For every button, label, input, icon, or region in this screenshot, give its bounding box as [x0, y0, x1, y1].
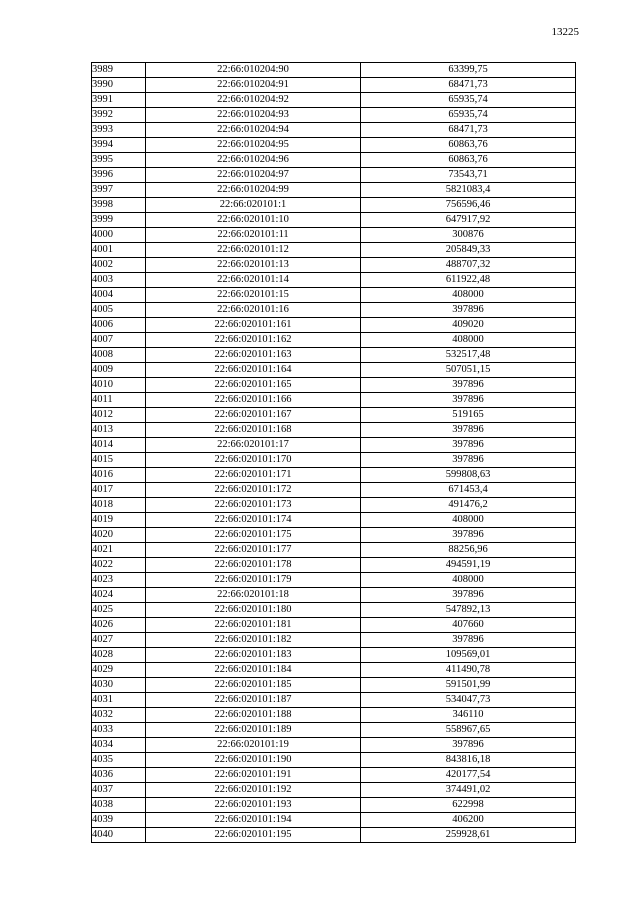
cadastral-number-cell: 22:66:020101:195: [146, 828, 361, 843]
cadastral-value-cell: 647917,92: [361, 213, 576, 228]
cadastral-number-cell: 22:66:020101:168: [146, 423, 361, 438]
table-row: [92, 558, 576, 573]
cadastral-value-cell: 547892,13: [361, 603, 576, 618]
table-row: [92, 603, 576, 618]
row-number-cell: 4029: [92, 663, 146, 678]
table-row: [92, 738, 576, 753]
row-number-cell: 3989: [92, 63, 146, 78]
table-row: [92, 243, 576, 258]
row-number-cell: 4015: [92, 453, 146, 468]
cadastral-value-cell: 397896: [361, 738, 576, 753]
table-row: [92, 93, 576, 108]
table-row: [92, 528, 576, 543]
cadastral-number-cell: 22:66:020101:192: [146, 783, 361, 798]
row-number-cell: 4018: [92, 498, 146, 513]
cadastral-value-cell: 591501,99: [361, 678, 576, 693]
cadastral-value-cell: 5821083,4: [361, 183, 576, 198]
cadastral-value-cell: 60863,76: [361, 138, 576, 153]
table-row: [92, 108, 576, 123]
row-number-cell: 3994: [92, 138, 146, 153]
cadastral-value-cell: 205849,33: [361, 243, 576, 258]
row-number-cell: 4030: [92, 678, 146, 693]
cadastral-value-cell: 73543,71: [361, 168, 576, 183]
row-number-cell: 4024: [92, 588, 146, 603]
cadastral-number-cell: 22:66:020101:163: [146, 348, 361, 363]
cadastral-value-cell: 63399,75: [361, 63, 576, 78]
cadastral-number-cell: 22:66:020101:174: [146, 513, 361, 528]
cadastral-number-cell: 22:66:020101:162: [146, 333, 361, 348]
cadastral-value-cell: 397896: [361, 423, 576, 438]
row-number-cell: 4023: [92, 573, 146, 588]
cadastral-number-cell: 22:66:020101:19: [146, 738, 361, 753]
table-row: [92, 153, 576, 168]
row-number-cell: 4020: [92, 528, 146, 543]
row-number-cell: 3999: [92, 213, 146, 228]
row-number-cell: 3995: [92, 153, 146, 168]
cadastral-value-cell: 397896: [361, 393, 576, 408]
cadastral-number-cell: 22:66:020101:1: [146, 198, 361, 213]
row-number-cell: 4005: [92, 303, 146, 318]
row-number-cell: 4032: [92, 708, 146, 723]
cadastral-number-cell: 22:66:020101:15: [146, 288, 361, 303]
cadastral-value-cell: 507051,15: [361, 363, 576, 378]
row-number-cell: 4008: [92, 348, 146, 363]
cadastral-number-cell: 22:66:020101:17: [146, 438, 361, 453]
row-number-cell: 4033: [92, 723, 146, 738]
cadastral-number-cell: 22:66:020101:12: [146, 243, 361, 258]
cadastral-number-cell: 22:66:020101:185: [146, 678, 361, 693]
row-number-cell: 4038: [92, 798, 146, 813]
table-row: [92, 498, 576, 513]
cadastral-number-cell: 22:66:020101:161: [146, 318, 361, 333]
cadastral-number-cell: 22:66:020101:181: [146, 618, 361, 633]
row-number-cell: 3993: [92, 123, 146, 138]
cadastral-number-cell: 22:66:020101:18: [146, 588, 361, 603]
cadastral-value-cell: 599808,63: [361, 468, 576, 483]
cadastral-number-cell: 22:66:010204:99: [146, 183, 361, 198]
table-row: [92, 708, 576, 723]
cadastral-number-cell: 22:66:020101:10: [146, 213, 361, 228]
cadastral-value-cell: 622998: [361, 798, 576, 813]
cadastral-number-cell: 22:66:020101:190: [146, 753, 361, 768]
cadastral-value-cell: 68471,73: [361, 78, 576, 93]
table-row: [92, 423, 576, 438]
cadastral-value-cell: 558967,65: [361, 723, 576, 738]
cadastral-value-cell: 519165: [361, 408, 576, 423]
cadastral-value-cell: 756596,46: [361, 198, 576, 213]
table-row: [92, 723, 576, 738]
row-number-cell: 4016: [92, 468, 146, 483]
row-number-cell: 4025: [92, 603, 146, 618]
table-row: [92, 468, 576, 483]
table-row: [92, 543, 576, 558]
row-number-cell: 4001: [92, 243, 146, 258]
cadastral-number-cell: 22:66:020101:189: [146, 723, 361, 738]
cadastral-value-cell: 494591,19: [361, 558, 576, 573]
row-number-cell: 4004: [92, 288, 146, 303]
table-row: [92, 78, 576, 93]
cadastral-value-cell: 420177,54: [361, 768, 576, 783]
cadastral-value-cell: 408000: [361, 513, 576, 528]
row-number-cell: 4000: [92, 228, 146, 243]
row-number-cell: 4017: [92, 483, 146, 498]
cadastral-number-cell: 22:66:020101:191: [146, 768, 361, 783]
row-number-cell: 3998: [92, 198, 146, 213]
cadastral-value-cell: 408000: [361, 288, 576, 303]
table-body: [92, 63, 576, 843]
cadastral-value-cell: 109569,01: [361, 648, 576, 663]
cadastral-value-cell: 488707,32: [361, 258, 576, 273]
table-row: [92, 183, 576, 198]
cadastral-number-cell: 22:66:020101:177: [146, 543, 361, 558]
table-row: [92, 633, 576, 648]
row-number-cell: 4036: [92, 768, 146, 783]
cadastral-value-cell: 408000: [361, 573, 576, 588]
row-number-cell: 4012: [92, 408, 146, 423]
cadastral-value-cell: 407660: [361, 618, 576, 633]
table-row: [92, 378, 576, 393]
cadastral-value-cell: 397896: [361, 453, 576, 468]
table-row: [92, 573, 576, 588]
cadastral-number-cell: 22:66:020101:182: [146, 633, 361, 648]
cadastral-number-cell: 22:66:010204:94: [146, 123, 361, 138]
cadastral-number-cell: 22:66:020101:166: [146, 393, 361, 408]
table-row: [92, 408, 576, 423]
cadastral-value-cell: 397896: [361, 528, 576, 543]
cadastral-number-cell: 22:66:020101:171: [146, 468, 361, 483]
row-number-cell: 4006: [92, 318, 146, 333]
row-number-cell: 4019: [92, 513, 146, 528]
cadastral-value-cell: 671453,4: [361, 483, 576, 498]
table-row: [92, 258, 576, 273]
cadastral-value-cell: 397896: [361, 633, 576, 648]
row-number-cell: 4003: [92, 273, 146, 288]
cadastral-number-cell: 22:66:020101:167: [146, 408, 361, 423]
row-number-cell: 4022: [92, 558, 146, 573]
cadastral-value-cell: 532517,48: [361, 348, 576, 363]
table-row: [92, 168, 576, 183]
row-number-cell: 3992: [92, 108, 146, 123]
row-number-cell: 4007: [92, 333, 146, 348]
cadastral-number-cell: 22:66:010204:93: [146, 108, 361, 123]
table-row: [92, 348, 576, 363]
row-number-cell: 3990: [92, 78, 146, 93]
row-number-cell: 4013: [92, 423, 146, 438]
cadastral-number-cell: 22:66:020101:175: [146, 528, 361, 543]
page-number: 13225: [551, 26, 579, 38]
row-number-cell: 4035: [92, 753, 146, 768]
cadastral-value-cell: 406200: [361, 813, 576, 828]
cadastral-value-cell: 60863,76: [361, 153, 576, 168]
cadastral-value-table: [91, 62, 576, 843]
row-number-cell: 4028: [92, 648, 146, 663]
cadastral-value-cell: 346110: [361, 708, 576, 723]
table-row: [92, 588, 576, 603]
cadastral-value-cell: 411490,78: [361, 663, 576, 678]
cadastral-number-cell: 22:66:020101:164: [146, 363, 361, 378]
table-row: [92, 228, 576, 243]
table-row: [92, 513, 576, 528]
cadastral-value-cell: 374491,02: [361, 783, 576, 798]
table-row: [92, 648, 576, 663]
row-number-cell: 4009: [92, 363, 146, 378]
cadastral-number-cell: 22:66:020101:173: [146, 498, 361, 513]
row-number-cell: 4034: [92, 738, 146, 753]
cadastral-number-cell: 22:66:010204:97: [146, 168, 361, 183]
cadastral-value-cell: 491476,2: [361, 498, 576, 513]
table-row: [92, 273, 576, 288]
row-number-cell: 4021: [92, 543, 146, 558]
cadastral-value-cell: 409020: [361, 318, 576, 333]
cadastral-number-cell: 22:66:020101:172: [146, 483, 361, 498]
row-number-cell: 4010: [92, 378, 146, 393]
row-number-cell: 4002: [92, 258, 146, 273]
cadastral-number-cell: 22:66:020101:16: [146, 303, 361, 318]
row-number-cell: 4026: [92, 618, 146, 633]
cadastral-value-cell: 300876: [361, 228, 576, 243]
cadastral-number-cell: 22:66:020101:183: [146, 648, 361, 663]
row-number-cell: 4039: [92, 813, 146, 828]
cadastral-value-cell: 65935,74: [361, 108, 576, 123]
cadastral-value-cell: 65935,74: [361, 93, 576, 108]
row-number-cell: 4031: [92, 693, 146, 708]
row-number-cell: 4037: [92, 783, 146, 798]
table-row: [92, 438, 576, 453]
table-row: [92, 138, 576, 153]
cadastral-value-cell: 397896: [361, 438, 576, 453]
table-row: [92, 768, 576, 783]
table-row: [92, 618, 576, 633]
cadastral-number-cell: 22:66:020101:13: [146, 258, 361, 273]
cadastral-number-cell: 22:66:020101:193: [146, 798, 361, 813]
table-row: [92, 333, 576, 348]
row-number-cell: 4014: [92, 438, 146, 453]
cadastral-number-cell: 22:66:020101:188: [146, 708, 361, 723]
cadastral-number-cell: 22:66:020101:179: [146, 573, 361, 588]
cadastral-value-cell: 68471,73: [361, 123, 576, 138]
table-row: [92, 663, 576, 678]
cadastral-number-cell: 22:66:020101:165: [146, 378, 361, 393]
cadastral-number-cell: 22:66:020101:187: [146, 693, 361, 708]
table-row: [92, 783, 576, 798]
table-row: [92, 213, 576, 228]
table-row: [92, 828, 576, 843]
table-row: [92, 798, 576, 813]
cadastral-number-cell: 22:66:020101:180: [146, 603, 361, 618]
table-row: [92, 753, 576, 768]
table-row: [92, 198, 576, 213]
row-number-cell: 3996: [92, 168, 146, 183]
cadastral-value-cell: 611922,48: [361, 273, 576, 288]
cadastral-number-cell: 22:66:020101:170: [146, 453, 361, 468]
cadastral-value-cell: 843816,18: [361, 753, 576, 768]
cadastral-number-cell: 22:66:010204:92: [146, 93, 361, 108]
cadastral-number-cell: 22:66:020101:184: [146, 663, 361, 678]
cadastral-value-cell: 397896: [361, 303, 576, 318]
row-number-cell: 3997: [92, 183, 146, 198]
table-row: [92, 393, 576, 408]
row-number-cell: 4011: [92, 393, 146, 408]
table-row: [92, 123, 576, 138]
table-row: [92, 453, 576, 468]
cadastral-value-cell: 397896: [361, 378, 576, 393]
table-row: [92, 363, 576, 378]
cadastral-number-cell: 22:66:010204:91: [146, 78, 361, 93]
cadastral-number-cell: 22:66:010204:95: [146, 138, 361, 153]
table-row: [92, 303, 576, 318]
cadastral-number-cell: 22:66:020101:194: [146, 813, 361, 828]
table-row: [92, 483, 576, 498]
cadastral-value-cell: 397896: [361, 588, 576, 603]
table-row: [92, 678, 576, 693]
table-row: [92, 288, 576, 303]
table-row: [92, 318, 576, 333]
table-row: [92, 693, 576, 708]
cadastral-number-cell: 22:66:010204:90: [146, 63, 361, 78]
cadastral-value-cell: 534047,73: [361, 693, 576, 708]
cadastral-value-cell: 408000: [361, 333, 576, 348]
row-number-cell: 4040: [92, 828, 146, 843]
table-row: [92, 63, 576, 78]
table-row: [92, 813, 576, 828]
row-number-cell: 3991: [92, 93, 146, 108]
cadastral-value-cell: 88256,96: [361, 543, 576, 558]
row-number-cell: 4027: [92, 633, 146, 648]
cadastral-number-cell: 22:66:020101:11: [146, 228, 361, 243]
cadastral-number-cell: 22:66:020101:178: [146, 558, 361, 573]
cadastral-value-cell: 259928,61: [361, 828, 576, 843]
cadastral-number-cell: 22:66:010204:96: [146, 153, 361, 168]
cadastral-number-cell: 22:66:020101:14: [146, 273, 361, 288]
